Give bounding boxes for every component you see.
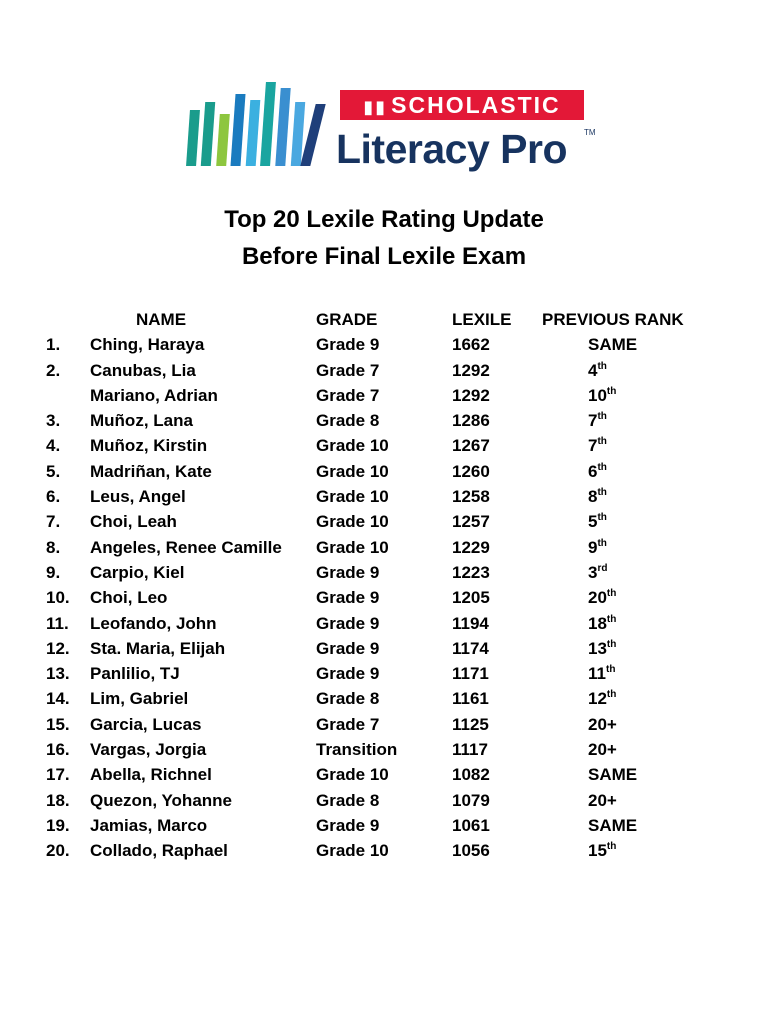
rank-number: 1.: [46, 335, 61, 355]
previous-rank-value: 6: [588, 461, 598, 481]
table-row: [0, 686, 768, 711]
previous-rank: [588, 636, 616, 661]
student-grade: Grade 9: [316, 588, 380, 608]
rank-number: 17.: [46, 765, 70, 785]
previous-rank: [588, 788, 617, 813]
previous-rank: [588, 433, 607, 458]
header-previous-rank: PREVIOUS RANK: [542, 310, 684, 329]
table-row: [0, 560, 768, 585]
student-grade: Grade 10: [316, 512, 389, 532]
previous-rank: [588, 686, 616, 711]
student-grade: Grade 8: [316, 689, 380, 709]
previous-rank: [588, 509, 607, 534]
previous-rank-value: 20+: [588, 714, 617, 734]
previous-rank-value: SAME: [588, 815, 638, 835]
student-name: Angeles, Renee Camille: [90, 537, 282, 557]
previous-rank-value: 13: [588, 638, 607, 658]
student-grade: Grade 10: [316, 537, 389, 557]
student-name: Abella, Richnel: [90, 765, 212, 785]
previous-rank-value: 7: [588, 411, 598, 431]
scholastic-literacy-pro-logo: [186, 76, 606, 176]
previous-rank-value: 20: [588, 588, 607, 608]
student-name: Choi, Leah: [90, 512, 177, 532]
open-book-icon: ▮▮: [363, 97, 388, 117]
previous-rank: [588, 712, 617, 737]
student-grade: Grade 7: [316, 360, 380, 380]
rank-number: 4.: [46, 436, 61, 456]
book-spine: [260, 82, 276, 166]
student-name: Vargas, Jorgia: [90, 740, 207, 760]
student-name: Muñoz, Kirstin: [90, 436, 208, 456]
previous-rank-value: 7: [588, 436, 598, 456]
rank-number: 12.: [46, 638, 70, 658]
book-spine: [246, 100, 261, 166]
student-grade: Grade 8: [316, 411, 380, 431]
previous-rank-value: 11: [588, 664, 606, 684]
lexile-score: 1286: [452, 411, 490, 431]
previous-rank: [588, 383, 616, 408]
student-grade: Grade 10: [316, 841, 389, 861]
table-row: [0, 813, 768, 838]
student-grade: Grade 9: [316, 562, 380, 582]
student-grade: Transition: [316, 740, 398, 760]
previous-rank-value: 10: [588, 385, 607, 405]
lexile-score: 1174: [452, 638, 489, 658]
ranking-table: [0, 307, 768, 864]
table-row: [0, 358, 768, 383]
trademark: TM: [584, 128, 596, 137]
lexile-score: 1229: [452, 537, 490, 557]
brand-name: SCHOLASTIC: [391, 92, 561, 118]
product-name: Literacy Pro: [336, 126, 567, 172]
student-name: Canubas, Lia: [90, 360, 196, 380]
previous-rank: [588, 813, 637, 838]
previous-rank: [588, 611, 616, 636]
student-name: Garcia, Lucas: [90, 714, 202, 734]
student-name: Collado, Raphael: [90, 841, 228, 861]
ordinal-suffix: th: [597, 411, 607, 423]
rank-number: 11.: [46, 613, 69, 633]
student-name: Quezon, Yohanne: [90, 790, 232, 810]
lexile-score: 1056: [452, 841, 490, 861]
lexile-score: 1082: [452, 765, 490, 785]
rank-number: 19.: [46, 815, 70, 835]
header-grade: GRADE: [316, 310, 378, 329]
lexile-score: 1260: [452, 461, 490, 481]
table-row: [0, 788, 768, 813]
student-name: Leofando, John: [90, 613, 217, 633]
previous-rank-value: 20+: [588, 740, 617, 760]
previous-rank-value: 12: [588, 689, 607, 709]
table-row: [0, 636, 768, 661]
rank-number: 9.: [46, 562, 61, 582]
table-row: [0, 332, 768, 357]
student-grade: Grade 7: [316, 714, 380, 734]
previous-rank-value: 15: [588, 841, 607, 861]
lexile-score: 1194: [452, 613, 489, 633]
previous-rank-value: 5: [588, 512, 598, 532]
lexile-score: 1171: [452, 664, 489, 684]
student-grade: Grade 9: [316, 638, 380, 658]
student-grade: Grade 10: [316, 461, 389, 481]
lexile-score: 1079: [452, 790, 490, 810]
ordinal-suffix: th: [597, 512, 607, 524]
rank-number: 16.: [46, 740, 70, 760]
student-grade: Grade 10: [316, 765, 389, 785]
ordinal-suffix: th: [606, 689, 617, 701]
ordinal-suffix: th: [606, 841, 617, 853]
header-name: NAME: [136, 310, 187, 329]
student-name: Choi, Leo: [90, 588, 168, 608]
rank-number: 13.: [46, 664, 70, 684]
scholastic-brand-box: [340, 90, 584, 120]
previous-rank: [588, 484, 607, 509]
previous-rank: [588, 535, 607, 560]
previous-rank-value: SAME: [588, 335, 638, 355]
table-row: [0, 535, 768, 560]
lexile-score: 1061: [452, 815, 490, 835]
previous-rank: [588, 585, 616, 610]
previous-rank: [588, 838, 616, 863]
lexile-score: 1292: [452, 385, 490, 405]
table-row: [0, 408, 768, 433]
lexile-score: 1257: [452, 512, 490, 532]
previous-rank: [588, 737, 617, 762]
previous-rank: [588, 661, 615, 686]
ordinal-suffix: th: [606, 385, 617, 397]
table-row: [0, 433, 768, 458]
ordinal-suffix: rd: [597, 562, 608, 574]
book-spine: [216, 114, 230, 166]
previous-rank: [588, 459, 607, 484]
rank-number: 8.: [46, 537, 61, 557]
student-name: Mariano, Adrian: [90, 385, 218, 405]
student-grade: Grade 7: [316, 385, 380, 405]
previous-rank-value: 9: [588, 537, 598, 557]
table-row: [0, 459, 768, 484]
student-name: Muñoz, Lana: [90, 411, 193, 431]
table-row: [0, 383, 768, 408]
previous-rank: [588, 408, 607, 433]
lexile-score: 1258: [452, 487, 490, 507]
table-row: [0, 712, 768, 737]
header-lexile: LEXILE: [452, 310, 512, 329]
rank-number: 3.: [46, 411, 61, 431]
table-row: [0, 509, 768, 534]
student-grade: Grade 9: [316, 664, 380, 684]
rank-number: 6.: [46, 487, 61, 507]
previous-rank-value: 3: [588, 562, 598, 582]
lexile-score: 1125: [452, 714, 489, 734]
ordinal-suffix: th: [605, 664, 616, 676]
previous-rank: [588, 358, 607, 383]
student-name: Jamias, Marco: [90, 815, 208, 835]
book-spine: [275, 88, 290, 166]
table-row: [0, 737, 768, 762]
student-grade: Grade 9: [316, 613, 380, 633]
table-row: [0, 661, 768, 686]
table-header: [0, 307, 768, 332]
lexile-score: 1267: [452, 436, 490, 456]
student-grade: Grade 10: [316, 436, 389, 456]
book-spines-icon: [186, 76, 326, 166]
book-spine: [186, 110, 200, 166]
rank-number: 10.: [46, 588, 70, 608]
rank-number: 7.: [46, 512, 61, 532]
previous-rank-value: 18: [588, 613, 607, 633]
table-body: [0, 332, 768, 863]
student-name: Sta. Maria, Elijah: [90, 638, 226, 658]
student-name: Carpio, Kiel: [90, 562, 185, 582]
rank-number: 5.: [46, 461, 61, 481]
student-grade: Grade 8: [316, 790, 380, 810]
previous-rank-value: 8: [588, 487, 598, 507]
ordinal-suffix: th: [597, 360, 607, 372]
rank-number: 14.: [46, 689, 70, 709]
lexile-score: 1292: [452, 360, 490, 380]
table-row: [0, 762, 768, 787]
lexile-score: 1223: [452, 562, 490, 582]
book-spine: [230, 94, 245, 166]
ordinal-suffix: th: [597, 436, 607, 448]
student-grade: Grade 9: [316, 335, 380, 355]
ordinal-suffix: th: [597, 461, 607, 473]
lexile-score: 1117: [452, 740, 488, 760]
lexile-score: 1205: [452, 588, 490, 608]
rank-number: 2.: [46, 360, 61, 380]
rank-number: 15.: [46, 714, 70, 734]
table-row: [0, 838, 768, 863]
student-name: Lim, Gabriel: [90, 689, 189, 709]
previous-rank-value: 20+: [588, 790, 617, 810]
previous-rank-value: 4: [588, 360, 598, 380]
page-title: Top 20 Lexile Rating Update: [224, 206, 544, 233]
table-row: [0, 585, 768, 610]
ordinal-suffix: th: [606, 638, 617, 650]
student-grade: Grade 9: [316, 815, 380, 835]
rank-number: 18.: [46, 790, 70, 810]
previous-rank: [588, 560, 607, 585]
lexile-score: 1161: [452, 689, 489, 709]
table-row: [0, 484, 768, 509]
table-row: [0, 611, 768, 636]
lexile-score: 1662: [452, 335, 490, 355]
book-spine: [201, 102, 215, 166]
student-name: Madriñan, Kate: [90, 461, 212, 481]
ordinal-suffix: th: [606, 613, 617, 625]
student-name: Panlilio, TJ: [90, 664, 180, 684]
previous-rank-value: SAME: [588, 765, 638, 785]
rank-number: 20.: [46, 841, 70, 861]
ordinal-suffix: th: [597, 487, 607, 499]
page-subtitle: Before Final Lexile Exam: [241, 243, 527, 270]
previous-rank: [588, 332, 637, 357]
ordinal-suffix: th: [606, 588, 617, 600]
student-grade: Grade 10: [316, 487, 389, 507]
student-name: Leus, Angel: [90, 487, 186, 507]
student-name: Ching, Haraya: [90, 335, 205, 355]
ordinal-suffix: th: [597, 537, 607, 549]
previous-rank: [588, 762, 637, 787]
